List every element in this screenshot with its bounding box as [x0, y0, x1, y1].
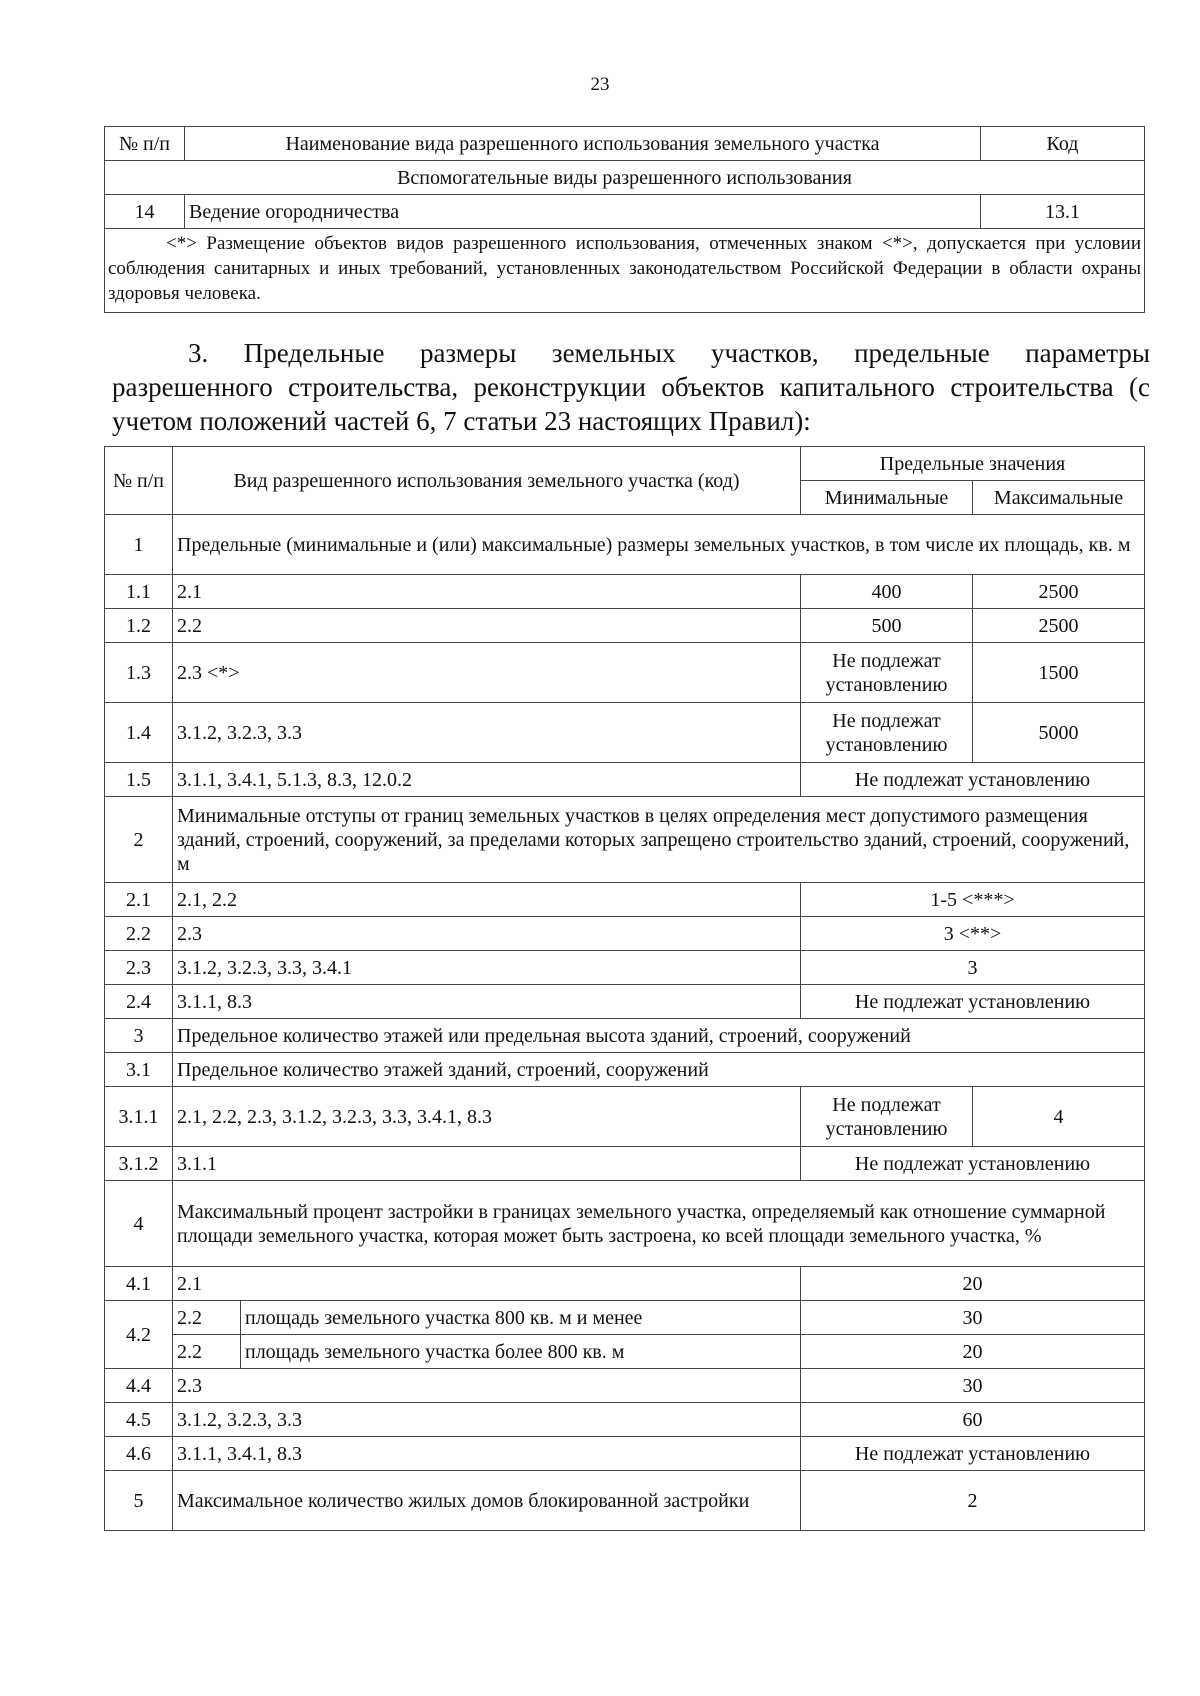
- table-row: [105, 951, 1145, 985]
- row-value: 3 <**>: [801, 917, 1145, 951]
- row-min: Не подлежат установлению: [801, 703, 973, 763]
- row-code: 2.2: [173, 609, 801, 643]
- row-value: Не подлежат установлению: [801, 1437, 1145, 1471]
- page-number: 23: [590, 74, 610, 95]
- row-num: 2.4: [105, 985, 173, 1019]
- table-note-row: [105, 229, 1145, 313]
- row-max: 5000: [973, 703, 1145, 763]
- row-desc: площадь земельного участка 800 кв. м и менее: [241, 1301, 801, 1335]
- table-row: [105, 1053, 1145, 1087]
- section-heading-rest: разрешенного строительства, реконструкции объектов капитального строительства (с учетом положений частей 6, 7 статьи 23 настоящих Правил):: [112, 372, 1150, 437]
- header-limits: Предельные значения: [801, 447, 1145, 481]
- table-row: [105, 797, 1145, 883]
- row-num: 1.2: [105, 609, 173, 643]
- row-code: 2.1: [173, 575, 801, 609]
- table-row: [105, 1335, 1145, 1369]
- row-code: 2.3 <*>: [173, 643, 801, 703]
- row-code: 2.1, 2.2, 2.3, 3.1.2, 3.2.3, 3.3, 3.4.1, 8.3: [173, 1087, 801, 1147]
- row-num: 2.3: [105, 951, 173, 985]
- table-row: [105, 1301, 1145, 1335]
- row-value: 20: [801, 1267, 1145, 1301]
- row-text: Предельные (минимальные и (или) максимальные) размеры земельных участков, в том числе их площадь, кв. м: [173, 515, 1145, 575]
- row-code: 3.1.2, 3.2.3, 3.3, 3.4.1: [173, 951, 801, 985]
- row-code: 13.1: [981, 195, 1145, 229]
- header-name: Наименование вида разрешенного использования земельного участка: [185, 127, 981, 161]
- row-code: 2.3: [173, 1369, 801, 1403]
- permitted-use-table: [104, 126, 1145, 313]
- table-row: [105, 1147, 1145, 1181]
- row-name: Ведение огородничества: [185, 195, 981, 229]
- row-num: 4.4: [105, 1369, 173, 1403]
- table-row: [105, 985, 1145, 1019]
- row-code: 3.1.1, 3.4.1, 5.1.3, 8.3, 12.0.2: [173, 763, 801, 797]
- table-row: [105, 575, 1145, 609]
- row-num: 3.1.2: [105, 1147, 173, 1181]
- row-num: 1.1: [105, 575, 173, 609]
- table-row: [105, 917, 1145, 951]
- row-text: Минимальные отступы от границ земельных участков в целях определения мест допустимого размещения зданий, строений, сооружений, за пределами которых запрещено строительство зданий, строений, сооружений, м: [173, 797, 1145, 883]
- row-code: 3.1.1, 8.3: [173, 985, 801, 1019]
- row-num: 2: [105, 797, 173, 883]
- table-row: [105, 195, 1145, 229]
- row-code: 3.1.2, 3.2.3, 3.3: [173, 703, 801, 763]
- row-num: 4.2: [105, 1301, 173, 1369]
- table-row: [105, 1181, 1145, 1267]
- row-num: 4: [105, 1181, 173, 1267]
- table-row: [105, 1437, 1145, 1471]
- row-max: 1500: [973, 643, 1145, 703]
- limits-table: [104, 446, 1145, 1531]
- row-text: Предельное количество этажей зданий, строений, сооружений: [173, 1053, 1145, 1087]
- row-code: 3.1.2, 3.2.3, 3.3: [173, 1403, 801, 1437]
- row-num: 3: [105, 1019, 173, 1053]
- table-row: [105, 1471, 1145, 1531]
- row-text: Максимальный процент застройки в границах земельного участка, определяемый как отношение суммарной площади земельного участка, которая может быть застроена, ко всей площади земельного участка, %: [173, 1181, 1145, 1267]
- table-row: [105, 643, 1145, 703]
- row-value: Не подлежат установлению: [801, 1147, 1145, 1181]
- table-row: [105, 609, 1145, 643]
- row-code: 3.1.1, 3.4.1, 8.3: [173, 1437, 801, 1471]
- table-row: [105, 1403, 1145, 1437]
- row-min: 400: [801, 575, 973, 609]
- row-min: Не подлежат установлению: [801, 1087, 973, 1147]
- row-min: Не подлежат установлению: [801, 643, 973, 703]
- row-num: 3.1: [105, 1053, 173, 1087]
- table-header-row: [105, 127, 1145, 161]
- row-value: 2: [801, 1471, 1145, 1531]
- row-min: 500: [801, 609, 973, 643]
- header-min: Минимальные: [801, 481, 973, 515]
- row-max: 4: [973, 1087, 1145, 1147]
- table-row: [105, 515, 1145, 575]
- row-value: Не подлежат установлению: [801, 985, 1145, 1019]
- row-num: 1.4: [105, 703, 173, 763]
- row-desc: площадь земельного участка более 800 кв. м: [241, 1335, 801, 1369]
- row-num: 1: [105, 515, 173, 575]
- header-num: № п/п: [105, 127, 185, 161]
- header-type: Вид разрешенного использования земельного участка (код): [173, 447, 801, 515]
- row-value: 20: [801, 1335, 1145, 1369]
- table-row: [105, 1019, 1145, 1053]
- row-text: Предельное количество этажей или предельная высота зданий, строений, сооружений: [173, 1019, 1145, 1053]
- row-num: 1.5: [105, 763, 173, 797]
- table-subheader-row: [105, 161, 1145, 195]
- row-text: Максимальное количество жилых домов блокированной застройки: [173, 1471, 801, 1531]
- row-value: 30: [801, 1369, 1145, 1403]
- header-max: Максимальные: [973, 481, 1145, 515]
- table-row: [105, 883, 1145, 917]
- row-value: 1-5 <***>: [801, 883, 1145, 917]
- limits-header-row: [105, 447, 1145, 481]
- section-3-heading: [112, 336, 1150, 438]
- header-num: № п/п: [105, 447, 173, 515]
- row-value: Не подлежат установлению: [801, 763, 1145, 797]
- row-code: 2.2: [173, 1335, 241, 1369]
- row-max: 2500: [973, 609, 1145, 643]
- row-code: 3.1.1: [173, 1147, 801, 1181]
- row-code: 2.1, 2.2: [173, 883, 801, 917]
- row-num: 3.1.1: [105, 1087, 173, 1147]
- row-code: 2.1: [173, 1267, 801, 1301]
- row-num: 4.1: [105, 1267, 173, 1301]
- table-row: [105, 1267, 1145, 1301]
- table-row: [105, 1087, 1145, 1147]
- table-row: [105, 703, 1145, 763]
- row-value: 3: [801, 951, 1145, 985]
- row-num: 5: [105, 1471, 173, 1531]
- table-row: [105, 763, 1145, 797]
- note-text: <*> Размещение объектов видов разрешенного использования, отмеченных знаком <*>, допускается при условии соблюдения санитарных и иных требований, установленных законодательством Российской Федерации в области охраны здоровья человека.: [108, 233, 1141, 305]
- subheader-auxiliary: Вспомогательные виды разрешенного использования: [105, 161, 1145, 195]
- row-value: 30: [801, 1301, 1145, 1335]
- row-num: 2.1: [105, 883, 173, 917]
- row-code: 2.2: [173, 1301, 241, 1335]
- row-num: 4.6: [105, 1437, 173, 1471]
- row-code: 2.3: [173, 917, 801, 951]
- row-num: 1.3: [105, 643, 173, 703]
- row-num: 2.2: [105, 917, 173, 951]
- row-value: 60: [801, 1403, 1145, 1437]
- row-max: 2500: [973, 575, 1145, 609]
- table-row: [105, 1369, 1145, 1403]
- section-heading-line1: 3. Предельные размеры земельных участков, предельные параметры: [188, 338, 1150, 368]
- row-num: 14: [105, 195, 185, 229]
- header-code: Код: [981, 127, 1145, 161]
- row-num: 4.5: [105, 1403, 173, 1437]
